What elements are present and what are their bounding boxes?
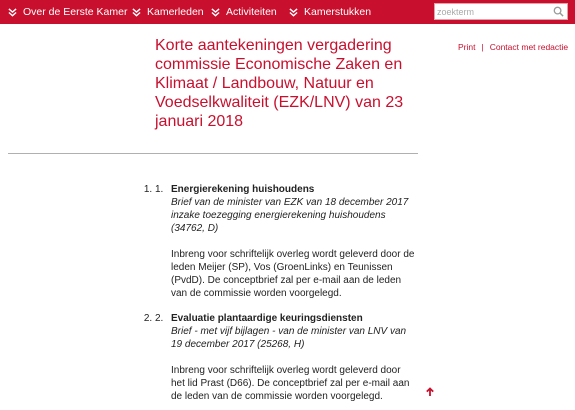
agenda-item-subtitle: Brief - met vijf bijlagen - van de minister van LNV van 19 december 2017 (25268, H) — [171, 326, 407, 350]
chevron-double-down-icon — [8, 8, 17, 17]
chevron-double-down-icon — [289, 8, 298, 17]
agenda-item-subtitle: Brief van de minister van EZK van 18 december 2017 inzake toezegging energierekening huishoudens (34762, D) — [171, 197, 409, 234]
agenda-item-title: Evaluatie plantaardige keuringsdiensten — [171, 313, 363, 324]
agenda-item — [155, 312, 415, 403]
agenda-item-number: 2. 2. — [155, 313, 164, 324]
search-button[interactable] — [551, 5, 565, 18]
page-title: Korte aantekeningen vergadering commissie Economische Zaken en Klimaat / Landbouw, Natuur en Voedselkwaliteit (EZK/LNV) van 23 januari 2018 — [155, 37, 404, 130]
agenda-item-body: Inbreng voor schriftelijk overleg wordt geleverd door het lid Prast (D66). De conceptbrief zal per e-mail aan de leden van de commissie worden voorgelegd. — [171, 365, 410, 402]
nav-activiteiten[interactable] — [211, 0, 277, 24]
nav-over-de-eerste-kamer[interactable] — [8, 0, 127, 24]
search-box — [434, 3, 568, 20]
search-input[interactable] — [437, 5, 547, 18]
nav-label: Over de Eerste Kamer — [23, 6, 128, 18]
agenda-list — [155, 183, 415, 403]
nav-label: Activiteiten — [226, 6, 277, 18]
title-divider — [8, 153, 418, 154]
nav-label: Kamerstukken — [304, 6, 372, 18]
search-icon — [553, 6, 564, 17]
agenda-item-number: 1. 1. — [155, 184, 164, 195]
chevron-double-down-icon — [132, 8, 141, 17]
agenda-item — [155, 183, 415, 300]
agenda-item-body: Inbreng voor schriftelijk overleg wordt geleverd door de leden Meijer (SP), Vos (GroenLinks) en Teunissen (PvdD). De conceptbrief zal per e-mail aan de leden van de commissie worden voorgelegd. — [171, 249, 415, 299]
nav-kamerleden[interactable] — [132, 0, 204, 24]
page-tools — [458, 42, 568, 52]
nav-kamerstukken[interactable] — [289, 0, 371, 24]
tools-separator: | — [481, 42, 484, 52]
top-navigation — [0, 0, 575, 24]
arrow-up-icon — [425, 387, 435, 397]
nav-label: Kamerleden — [147, 6, 204, 18]
agenda-item-title: Energierekening huishoudens — [171, 184, 315, 195]
contact-link[interactable]: Contact met redactie — [489, 42, 569, 52]
chevron-double-down-icon — [211, 8, 220, 17]
print-link[interactable]: Print — [458, 42, 476, 52]
back-to-top-button[interactable] — [424, 386, 436, 398]
